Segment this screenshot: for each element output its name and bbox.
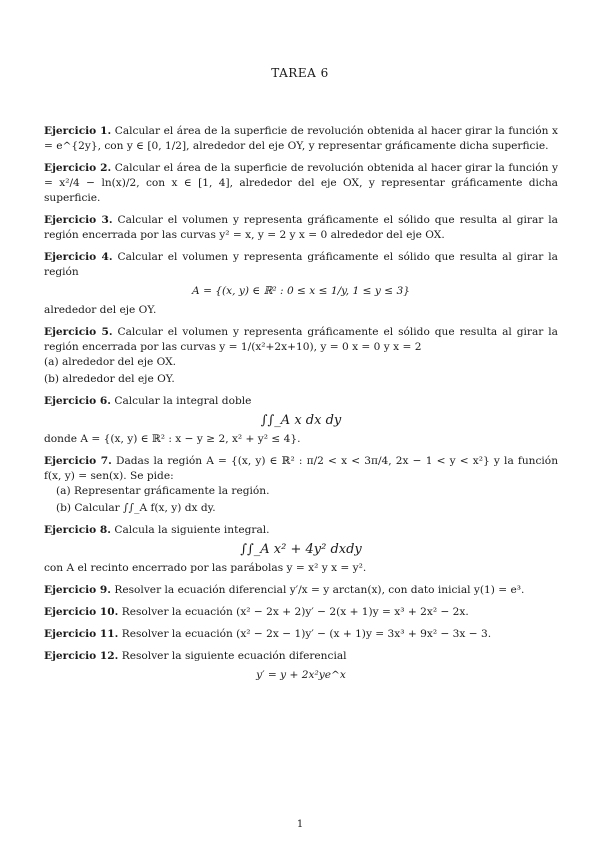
exercise-3 <box>44 213 558 243</box>
page-number: 1 <box>296 819 304 830</box>
exercise-11-text: Resolver la ecuación (x² − 2x − 1)y′ − (x + 1)y = 3x³ + 9x² − 3x − 3. <box>121 628 492 640</box>
exercise-list <box>44 124 558 690</box>
exercise-8-display-formula: ∫∫_A x² + 4y² dxdy <box>240 542 362 557</box>
exercise-8 <box>44 523 558 576</box>
exercise-7-text: Dadas la región A = {(x, y) ∈ ℝ² : π/2 < x < 3π/4, 2x − 1 < y < x²} y la función f(x, y) = sen(x). Se pide: <box>44 455 559 482</box>
exercise-10-text: Resolver la ecuación (x² − 2x + 2)y′ − 2(x + 1)y = x³ + 2x² − 2x. <box>121 606 469 618</box>
exercise-1-text: Calcular el área de la superficie de revolución obtenida al hacer girar la función x = e^{2y}, con y ∈ [0, 1/2], alrededor del eje OY, y representar gráficamente dicha superficie. <box>44 125 558 152</box>
exercise-3-label: Ejercicio 3. <box>44 214 113 226</box>
exercise-5-text: Calcular el volumen y representa gráficamente el sólido que resulta al girar la región encerrada por las curvas y = 1/(x²+2x+10), y = 0 x = 0 y x = 2 <box>44 326 558 353</box>
exercise-12-display-formula: y′ = y + 2x²ye^x <box>256 669 346 681</box>
exercise-4-label: Ejercicio 4. <box>44 251 113 263</box>
exercise-6 <box>44 394 558 447</box>
exercise-4-display-formula: A = {(x, y) ∈ ℝ² : 0 ≤ x ≤ 1/y, 1 ≤ y ≤ 3} <box>192 285 410 297</box>
exercise-8-after: con A el recinto encerrado por las parábolas y = x² y x = y². <box>44 562 367 574</box>
exercise-5-item-a: (a) alrededor del eje OX. <box>44 356 177 368</box>
exercise-4-text: Calcular el volumen y representa gráficamente el sólido que resulta al girar la región <box>44 251 558 278</box>
exercise-4 <box>44 250 558 318</box>
exercise-5-item-b: (b) alrededor del eje OY. <box>44 373 175 385</box>
exercise-6-label: Ejercicio 6. <box>44 395 111 407</box>
exercise-2 <box>44 161 558 206</box>
exercise-10 <box>44 605 558 620</box>
exercise-5 <box>44 325 558 387</box>
exercise-12-label: Ejercicio 12. <box>44 650 119 662</box>
exercise-9-label: Ejercicio 9. <box>44 584 111 596</box>
exercise-6-after: donde A = {(x, y) ∈ ℝ² : x − y ≥ 2, x² + y² ≤ 4}. <box>44 433 301 445</box>
exercise-7-label: Ejercicio 7. <box>44 455 112 467</box>
exercise-6-text: Calcular la integral doble <box>114 395 252 407</box>
exercise-8-text: Calcula la siguiente integral. <box>114 524 270 536</box>
exercise-5-label: Ejercicio 5. <box>44 326 113 338</box>
exercise-4-after: alrededor del eje OY. <box>44 304 157 316</box>
exercise-9 <box>44 583 558 598</box>
exercise-2-text: Calcular el área de la superficie de revolución obtenida al hacer girar la función y = x²/4 − ln(x)/2, con x ∈ [1, 4], alrededor del eje OX, y representar gráficamente dicha superficie. <box>44 162 558 204</box>
exercise-6-display-formula: ∫∫_A x dx dy <box>260 413 342 428</box>
document-title: TAREA 6 <box>271 66 329 80</box>
exercise-3-text: Calcular el volumen y representa gráficamente el sólido que resulta al girar la región encerrada por las curvas y² = x, y = 2 y x = 0 alrededor del eje OX. <box>44 214 558 241</box>
exercise-1-label: Ejercicio 1. <box>44 125 112 137</box>
exercise-11 <box>44 627 558 642</box>
exercise-2-label: Ejercicio 2. <box>44 162 112 174</box>
exercise-7 <box>44 454 558 516</box>
exercise-8-label: Ejercicio 8. <box>44 524 111 536</box>
exercise-1 <box>44 124 558 154</box>
exercise-12 <box>44 649 558 683</box>
exercise-10-label: Ejercicio 10. <box>44 606 119 618</box>
exercise-7-item-a: (a) Representar gráficamente la región. <box>56 485 270 497</box>
exercise-9-text: Resolver la ecuación diferencial y′/x = y arctan(x), con dato inicial y(1) = e³. <box>114 584 525 596</box>
exercise-11-label: Ejercicio 11. <box>44 628 119 640</box>
exercise-12-text: Resolver la siguiente ecuación diferencial <box>121 650 347 662</box>
exercise-7-item-b: (b) Calcular ∫∫_A f(x, y) dx dy. <box>56 502 216 514</box>
